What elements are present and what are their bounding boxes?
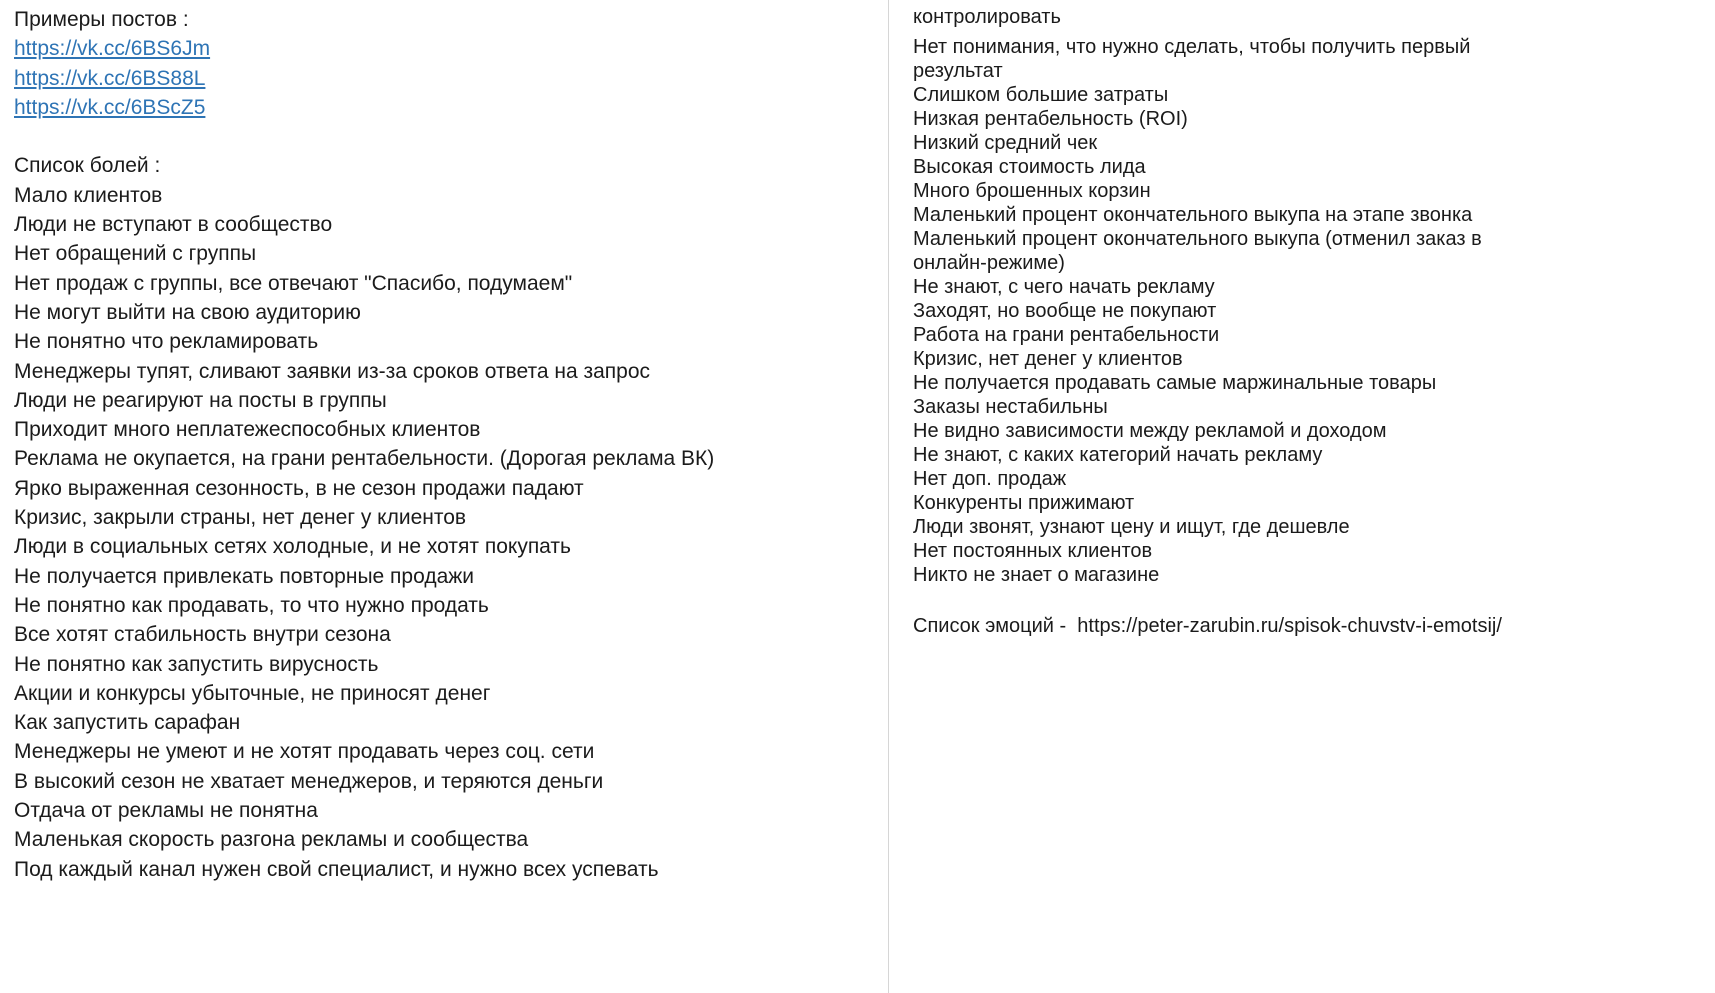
pain-item: Под каждый канал нужен свой специалист, и нужно всех успевать xyxy=(14,857,659,881)
pains-list-right xyxy=(913,35,1558,587)
right-column-content xyxy=(913,5,1558,638)
pain-item: Менеджеры не умеют и не хотят продавать через соц. сети xyxy=(14,740,595,764)
pain-item: Кризис, закрыли страны, нет денег у клиентов xyxy=(14,506,467,530)
pain-item: Акции и конкурсы убыточные, не приносят денег xyxy=(14,681,491,705)
pains-list-left xyxy=(14,181,888,884)
pain-item: Нет постоянных клиентов xyxy=(913,540,1153,562)
pain-item: Низкая рентабельность (ROI) xyxy=(913,108,1188,130)
pain-item: Конкуренты прижимают xyxy=(913,492,1135,514)
pain-item: Нет понимания, что нужно сделать, чтобы получить первый результат xyxy=(913,36,1471,82)
right-column xyxy=(888,0,1715,993)
pain-item: Нет обращений с группы xyxy=(14,242,257,266)
pain-item: Маленькая скорость разгона рекламы и сообщества xyxy=(14,828,529,852)
pain-item: Маленький процент окончательного выкупа (отменил заказ в онлайн-режиме) xyxy=(913,228,1482,274)
pain-item: Работа на грани рентабельности xyxy=(913,324,1220,346)
pain-item: В высокий сезон не хватает менеджеров, и теряются деньги xyxy=(14,769,604,793)
pain-item: Не получается продавать самые маржинальные товары xyxy=(913,372,1437,394)
pain-item: Не могут выйти на свою аудиторию xyxy=(14,300,361,324)
post-link[interactable]: https://vk.cc/6BScZ5 xyxy=(14,95,206,119)
post-link[interactable]: https://vk.cc/6BS88L xyxy=(14,66,206,90)
pain-item: Ярко выраженная сезонность, в не сезон продажи падают xyxy=(14,476,584,500)
pain-item: Мало клиентов xyxy=(14,183,163,207)
pain-item: Люди в социальных сетях холодные, и не хотят покупать xyxy=(14,535,571,559)
pain-item: Слишком большие затраты xyxy=(913,84,1169,106)
pain-item: Заходят, но вообще не покупают xyxy=(913,300,1217,322)
posts-heading: Примеры постов : xyxy=(14,8,189,31)
pain-item: Кризис, нет денег у клиентов xyxy=(913,348,1183,370)
pain-item: Маленький процент окончательного выкупа на этапе звонка xyxy=(913,204,1473,226)
pain-item: Люди не реагируют на посты в группы xyxy=(14,388,387,412)
pain-item: Не знают, с каких категорий начать рекламу xyxy=(913,444,1323,466)
pain-item: Заказы нестабильны xyxy=(913,396,1108,418)
pain-item: Не понятно как продавать, то что нужно продать xyxy=(14,593,489,617)
pain-item: Люди не вступают в сообщество xyxy=(14,213,333,237)
pain-item: Никто не знает о магазине xyxy=(913,564,1160,586)
pain-item: Отдача от рекламы не понятна xyxy=(14,799,318,823)
pain-item: Не понятно как запустить вирусность xyxy=(14,652,379,676)
pain-item: Не получается привлекать повторные продажи xyxy=(14,564,475,588)
pain-item: Нет доп. продаж xyxy=(913,468,1067,490)
pain-item: Нет продаж с группы, все отвечают "Спасибо, подумаем" xyxy=(14,271,573,295)
pain-item: Не видно зависимости между рекламой и доходом xyxy=(913,420,1387,442)
pain-item: Реклама не окупается, на грани рентабельности. (Дорогая реклама ВК) xyxy=(14,447,715,471)
continued-text: контролировать xyxy=(913,6,1061,28)
pain-item: Не знают, с чего начать рекламу xyxy=(913,276,1215,298)
pain-item: Низкий средний чек xyxy=(913,132,1098,154)
pain-item: Высокая стоимость лида xyxy=(913,156,1146,178)
pain-item: Приходит много неплатежеспособных клиентов xyxy=(14,418,481,442)
pain-item: Не понятно что рекламировать xyxy=(14,330,319,354)
pain-item: Люди звонят, узнают цену и ищут, где дешевле xyxy=(913,516,1350,538)
emotions-note: Список эмоций - https://peter-zarubin.ru/spisok-chuvstv-i-emotsij/ xyxy=(913,615,1502,637)
post-link[interactable]: https://vk.cc/6BS6Jm xyxy=(14,37,211,61)
pain-item: Как запустить сарафан xyxy=(14,711,241,735)
pain-item: Менеджеры тупят, сливают заявки из-за сроков ответа на запрос xyxy=(14,359,651,383)
pains-heading: Список болей : xyxy=(14,154,161,178)
post-links-list xyxy=(14,34,888,122)
pain-item: Все хотят стабильность внутри сезона xyxy=(14,623,391,647)
pain-item: Много брошенных корзин xyxy=(913,180,1151,202)
